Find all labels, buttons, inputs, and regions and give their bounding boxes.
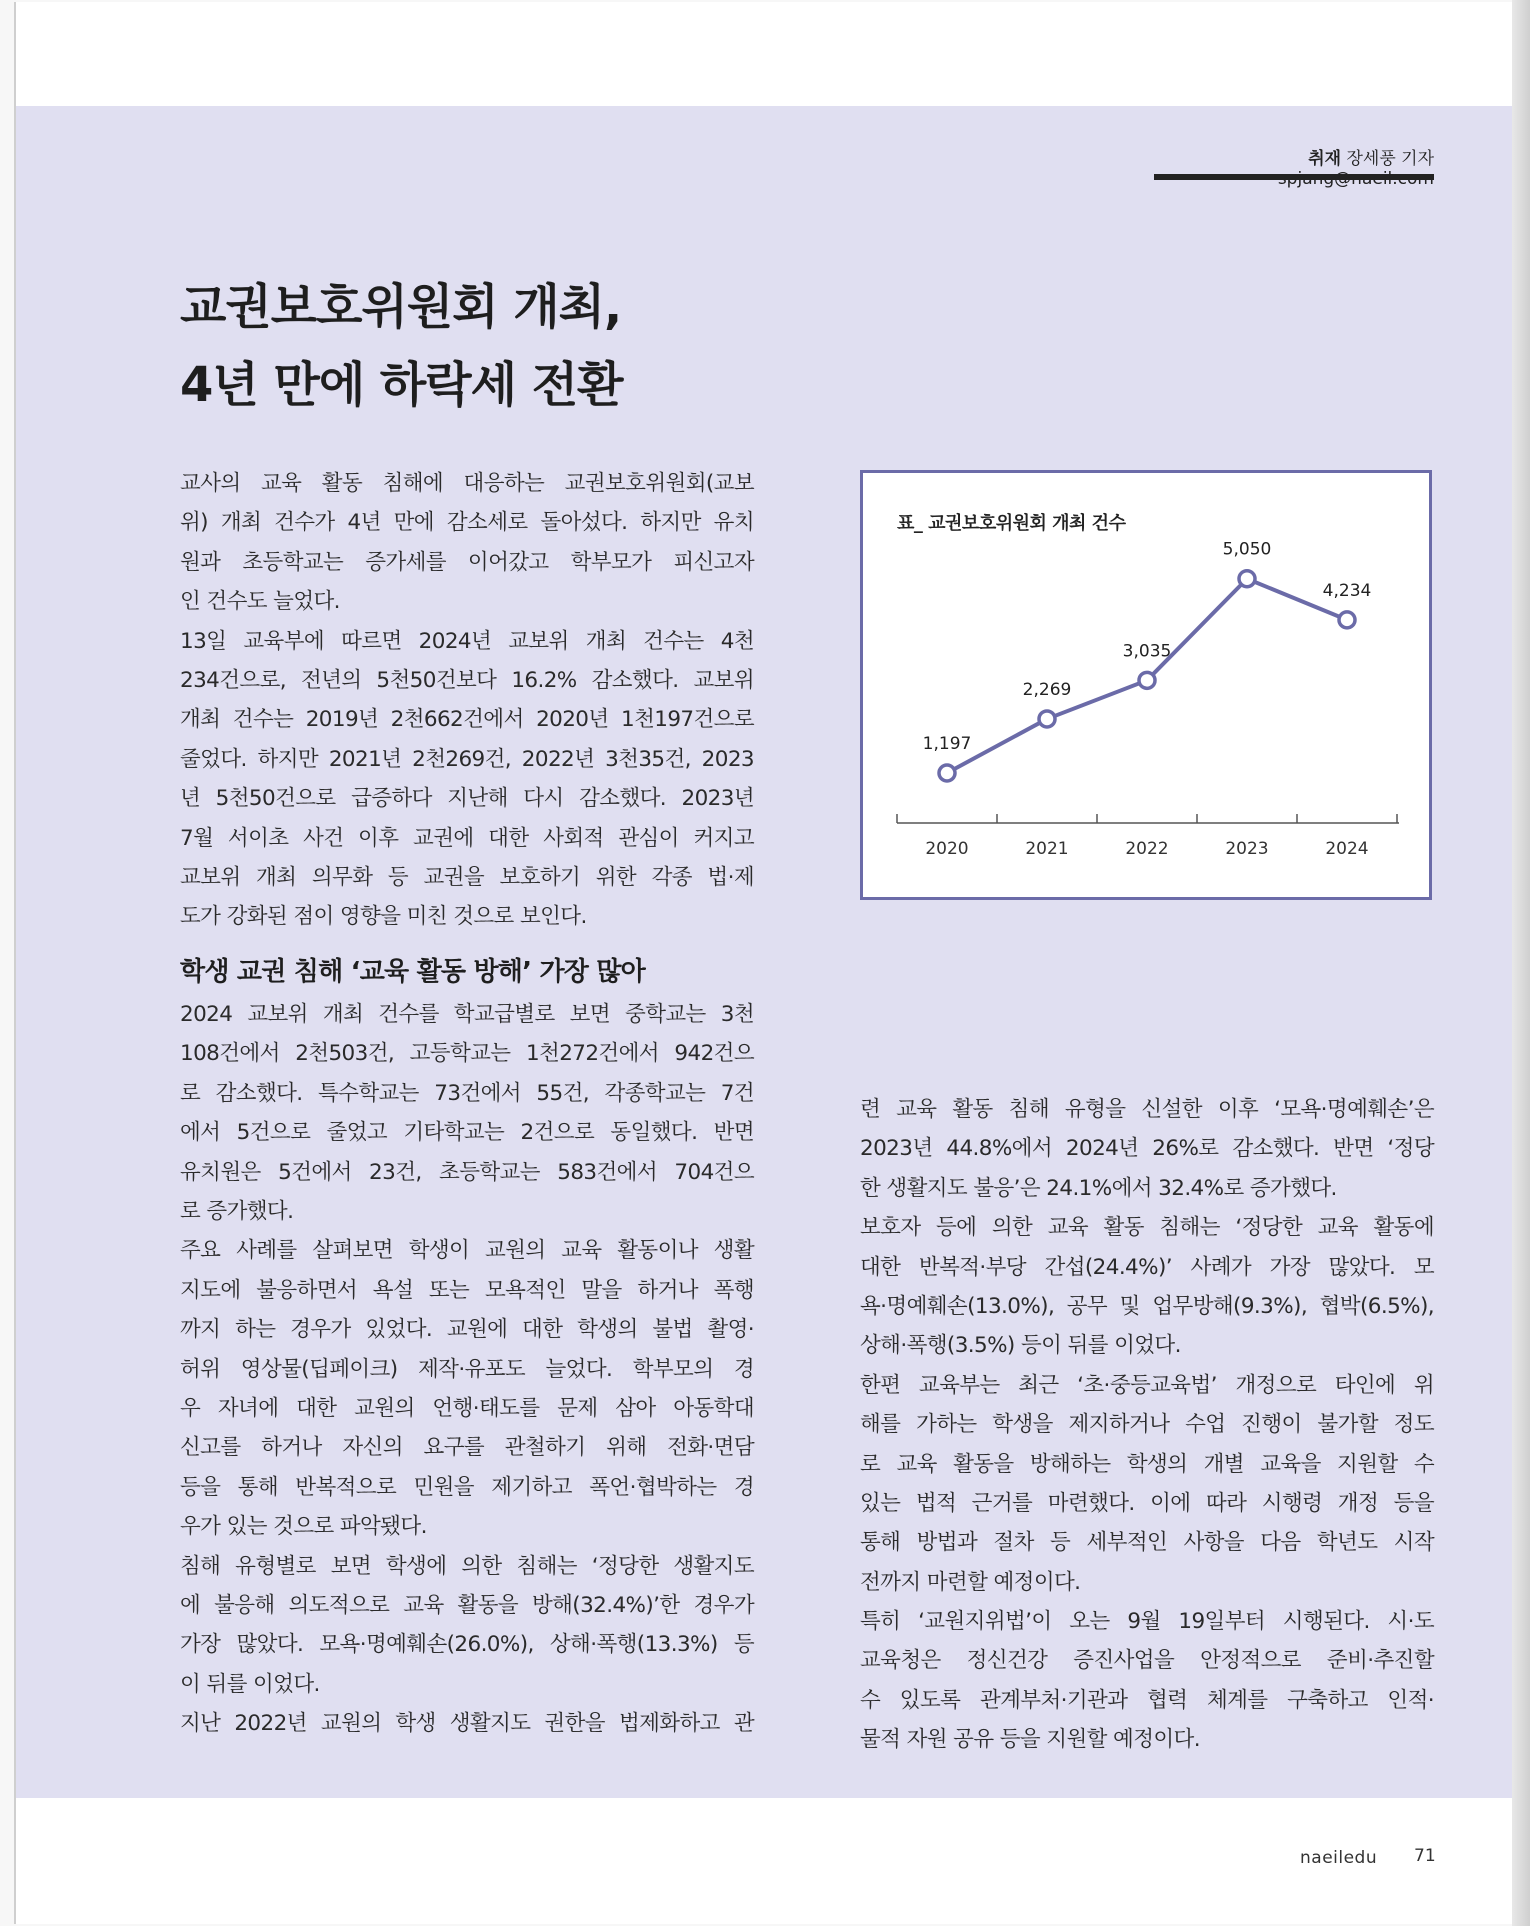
text-line: 한편 교육부는 최근 ‘초·중등교육법’ 개정으로 타인에 위 (860, 1372, 1434, 1398)
footer-brand: naeiledu (1300, 1848, 1378, 1868)
text-line: 욕·명예훼손(13.0%), 공무 및 업무방해(9.3%), 협박(6.5%), (860, 1293, 1434, 1319)
text-line: 2023년 44.8%에서 2024년 26%로 감소했다. 반면 ‘정당 (860, 1136, 1434, 1162)
text-line: 교육청은 정신건강 증진사업을 안정적으로 준비·추진할 (860, 1648, 1434, 1674)
text-line: 침해 유형별로 보면 학생에 의한 침해는 ‘정당한 생활지도 (180, 1553, 754, 1579)
data-point (1339, 612, 1355, 628)
title-line: 4년 만에 하락세 전환 (180, 357, 623, 413)
line-chart (863, 473, 1429, 897)
text-line: 에 불응해 의도적으로 교육 활동을 방해(32.4%)’한 경우가 (180, 1592, 754, 1618)
data-label: 2,269 (1022, 679, 1072, 700)
text-line: 위) 개최 건수가 4년 만에 감소세로 돌아섰다. 하지만 유치 (180, 510, 754, 536)
title-line: 교권보호위원회 개최, (180, 279, 622, 335)
x-tick-label: 2020 (925, 839, 969, 859)
x-tick-label: 2022 (1125, 839, 1169, 859)
chart-panel (860, 470, 1432, 900)
article-column-left (180, 464, 754, 1744)
x-tick-label: 2023 (1225, 839, 1269, 859)
data-label: 1,197 (922, 733, 972, 754)
text-line: 한 생활지도 불응’은 24.1%에서 32.4%로 증가했다. (860, 1175, 1337, 1201)
text-line: 도가 강화된 점이 영향을 미친 것으로 보인다. (180, 904, 587, 930)
text-line: 주요 사례를 살펴보면 학생이 교원의 교육 활동이나 생활 (180, 1238, 754, 1264)
text-line: 있는 법적 근거를 마련했다. 이에 따라 시행령 개정 등을 (860, 1490, 1434, 1516)
text-line: 줄었다. 하지만 2021년 2천269건, 2022년 3천35건, 2023 (180, 746, 754, 772)
text-line: 이 뒤를 이었다. (180, 1671, 320, 1697)
byline-label: 취재 (1308, 149, 1342, 169)
data-label: 4,234 (1322, 580, 1372, 601)
x-tick-label: 2021 (1025, 839, 1069, 859)
text-line: 234건으로, 전년의 5천50건보다 16.2% 감소했다. 교보위 (180, 667, 754, 693)
byline (1154, 144, 1434, 189)
text-line: 로 교육 활동을 방해하는 학생의 개별 교육을 지원할 수 (860, 1451, 1434, 1477)
article-title (180, 268, 880, 424)
text-line: 개최 건수는 2019년 2천662건에서 2020년 1천197건으로 (180, 707, 754, 733)
text-line: 우 자녀에 대한 교원의 언행·태도를 문제 삼아 아동학대 (180, 1395, 754, 1421)
text-line: 교보위 개최 의무화 등 교권을 보호하기 위한 각종 법·제 (180, 864, 754, 890)
byline-rule (1154, 174, 1434, 180)
text-line: 7월 서이초 사건 이후 교권에 대한 사회적 관심이 커지고 (180, 825, 754, 851)
text-line: 특히 ‘교원지위법’이 오는 9월 19일부터 시행된다. 시·도 (860, 1609, 1434, 1635)
text-line: 허위 영상물(딥페이크) 제작·유포도 늘었다. 학부모의 경 (180, 1356, 754, 1382)
data-label: 5,050 (1222, 539, 1272, 560)
data-point (1039, 711, 1055, 727)
text-line: 신고를 하거나 자신의 요구를 관철하기 위해 전화·면담 (180, 1435, 754, 1461)
text-line: 대한 반복적·부당 간섭(24.4%)’ 사례가 가장 많았다. 모 (860, 1254, 1434, 1280)
page-number: 71 (1414, 1846, 1436, 1866)
text-line: 가장 많았다. 모욕·명예훼손(26.0%), 상해·폭행(13.3%) 등 (180, 1632, 754, 1658)
article-column-right (860, 1090, 1434, 1760)
text-line: 해를 가하는 학생을 제지하거나 수업 진행이 불가할 정도 (860, 1412, 1434, 1438)
data-label: 3,035 (1122, 641, 1172, 662)
data-point (1139, 672, 1155, 688)
byline-text: 장세풍 기자 (1346, 149, 1434, 169)
text-line: 유치원은 5건에서 23건, 초등학교는 583건에서 704건으 (180, 1159, 754, 1185)
text-line: 등을 통해 반복적으로 민원을 제기하고 폭언·협박하는 경 (180, 1474, 754, 1500)
text-line: 지도에 불응하면서 욕설 또는 모욕적인 말을 하거나 폭행 (180, 1277, 754, 1303)
text-line: 로 감소했다. 특수학교는 73건에서 55건, 각종학교는 7건 (180, 1080, 754, 1106)
text-line: 지난 2022년 교원의 학생 생활지도 권한을 법제화하고 관 (180, 1711, 754, 1737)
text-line: 보호자 등에 의한 교육 활동 침해는 ‘정당한 교육 활동에 (860, 1215, 1434, 1241)
data-point (1239, 571, 1255, 587)
page-edge (1512, 0, 1530, 1926)
x-tick-label: 2024 (1325, 839, 1369, 859)
text-line: 13일 교육부에 따르면 2024년 교보위 개최 건수는 4천 (180, 628, 754, 654)
text-line: 인 건수도 늘었다. (180, 589, 340, 615)
text-line: 에서 5건으로 줄었고 기타학교는 2건으로 동일했다. 반면 (180, 1120, 754, 1146)
section-heading: 학생 교권 침해 ‘교육 활동 방해’ 가장 많아 (180, 956, 645, 987)
text-line: 상해·폭행(3.5%) 등이 뒤를 이었다. (860, 1333, 1181, 1359)
text-line: 우가 있는 것으로 파악됐다. (180, 1514, 427, 1540)
text-line: 련 교육 활동 침해 유형을 신설한 이후 ‘모욕·명예훼손’은 (860, 1097, 1434, 1122)
data-point (939, 765, 955, 781)
text-line: 까지 하는 경우가 있었다. 교원에 대한 학생의 불법 촬영· (180, 1317, 754, 1343)
text-line: 년 5천50건으로 급증하다 지난해 다시 감소했다. 2023년 (180, 786, 754, 812)
text-line: 교사의 교육 활동 침해에 대응하는 교권보호위원회(교보 (180, 471, 754, 496)
text-line: 수 있도록 관계부처·기관과 협력 체계를 구축하고 인적· (860, 1687, 1434, 1713)
text-line: 2024 교보위 개최 건수를 학교급별로 보면 중학교는 3천 (180, 1002, 754, 1028)
text-line: 로 증가했다. (180, 1199, 294, 1225)
text-line: 원과 초등학교는 증가세를 이어갔고 학부모가 피신고자 (180, 549, 754, 575)
text-line: 108건에서 2천503건, 고등학교는 1천272건에서 942건으 (180, 1041, 754, 1067)
chart-title: 표_ 교권보호위원회 개최 건수 (897, 513, 1126, 534)
text-line: 통해 방법과 절차 등 세부적인 사항을 다음 학년도 시작 (860, 1530, 1434, 1556)
text-line: 전까지 마련할 예정이다. (860, 1569, 1081, 1595)
text-line: 물적 자원 공유 등을 지원할 예정이다. (860, 1727, 1200, 1753)
